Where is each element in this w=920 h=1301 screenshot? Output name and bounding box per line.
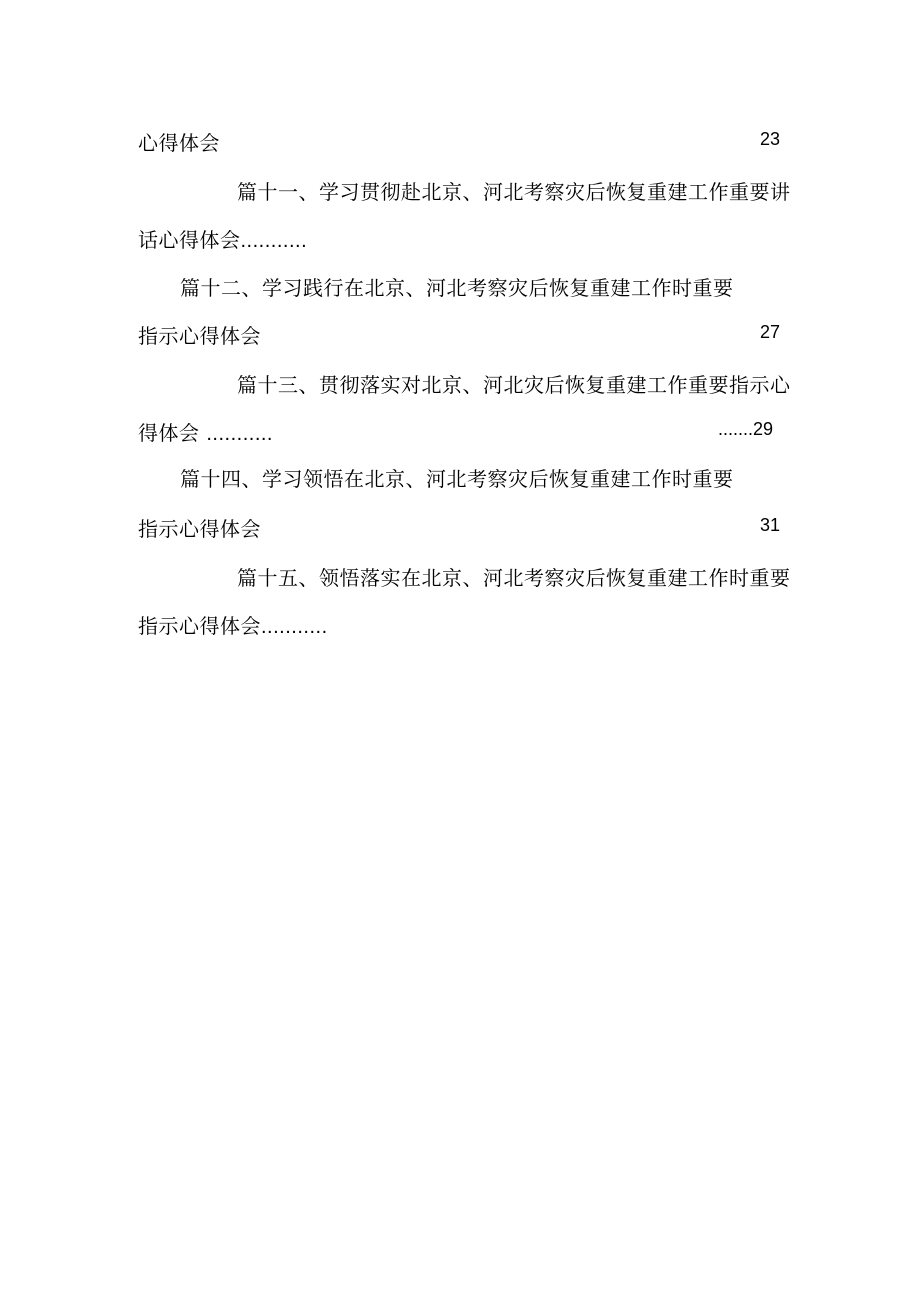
toc-text: 指示心得体会 bbox=[138, 517, 261, 541]
toc-line-5 bbox=[138, 324, 261, 348]
toc-text: 指示心得体会 bbox=[138, 324, 261, 348]
toc-page-number: .......29 bbox=[718, 419, 774, 439]
toc-leader-dots: ........... bbox=[261, 616, 328, 638]
toc-line-9 bbox=[138, 517, 261, 541]
toc-line-11 bbox=[138, 614, 328, 639]
toc-text: 指示心得体会 bbox=[138, 614, 261, 638]
toc-entry-14 bbox=[180, 467, 734, 491]
toc-text: 篇十五、领悟落实在北京、河北考察灾后恢复重建工作时重要 bbox=[237, 566, 791, 590]
toc-text: 心得体会 bbox=[138, 131, 220, 155]
toc-page-number: 23 bbox=[760, 129, 781, 149]
toc-line-1 bbox=[138, 131, 220, 155]
toc-entry-12 bbox=[180, 276, 734, 300]
toc-leader-dots: ........... bbox=[240, 230, 308, 252]
toc-text: 篇十四、学习领悟在北京、河北考察灾后恢复重建工作时重要 bbox=[180, 467, 734, 491]
toc-leader-dots: ........... bbox=[206, 423, 273, 445]
toc-text: 话心得体会 bbox=[138, 228, 241, 252]
toc-text: 篇十三、贯彻落实对北京、河北灾后恢复重建工作重要指示心 bbox=[237, 373, 791, 397]
toc-line-7 bbox=[138, 421, 273, 446]
toc-page-number: 31 bbox=[760, 515, 781, 535]
toc-entry-13 bbox=[237, 373, 791, 397]
toc-entry-11 bbox=[237, 180, 791, 204]
toc-text: 得体会 bbox=[138, 421, 200, 445]
toc-entry-15 bbox=[237, 566, 791, 590]
toc-page-number: 27 bbox=[760, 322, 781, 342]
toc-text: 篇十二、学习践行在北京、河北考察灾后恢复重建工作时重要 bbox=[180, 276, 734, 300]
toc-line-3 bbox=[138, 228, 307, 253]
toc-text: 篇十一、学习贯彻赴北京、河北考察灾后恢复重建工作重要讲 bbox=[237, 180, 791, 204]
